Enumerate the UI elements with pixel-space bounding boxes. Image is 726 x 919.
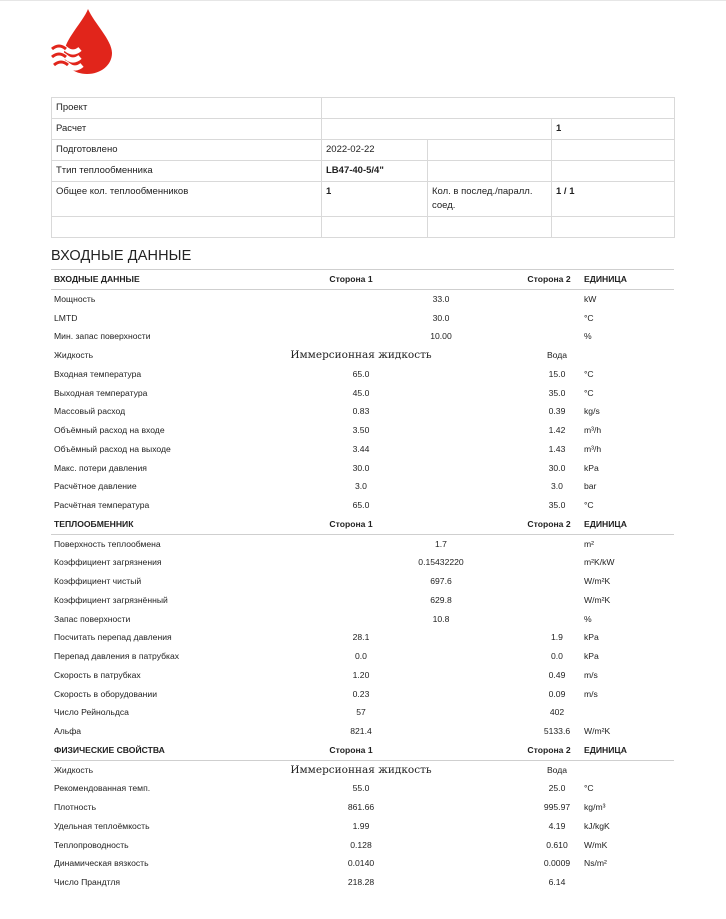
input-label: Макс. потери давления [54,462,147,473]
info-row-project [52,98,675,119]
phys-unit: Ns/m² [584,858,607,869]
input-row [51,477,674,496]
hx-unit: W/m²K [584,726,611,736]
series-label: Кол. в послед./паралл. соед. [428,182,552,217]
hx-side1: 821.4 [350,726,372,736]
min-margin-row [51,327,674,346]
input-side1: 65.0 [352,368,370,379]
project-value [322,98,675,119]
input-side1: 30.0 [352,462,370,473]
lmtd-value: 30.0 [432,312,450,323]
input-label: Входная температура [54,368,142,379]
input-row [51,384,674,403]
input-fluid-row [51,346,674,365]
hx-side2: 402 [549,707,565,718]
phys-side1: 0.128 [350,839,372,850]
power-unit: kW [584,293,597,304]
input-side1: 45.0 [352,387,370,398]
input-side1: 65.0 [352,500,370,510]
hx-side2: 1.9 [551,632,563,643]
input-side2: 30.0 [548,462,566,473]
phys-side2: 0.0009 [543,858,571,869]
phys-label: Рекомендованная темп. [54,783,151,794]
hx-label: Альфа [54,726,82,736]
input-unit: °C [584,387,594,398]
phys-row [51,817,674,836]
phys-side2: 6.14 [548,877,566,887]
hx-single-label: Поверхность теплообмена [54,538,161,549]
hx-label: Скорость в патрубках [54,669,141,680]
lmtd-label: LMTD [54,312,78,323]
input-side2: 3.0 [551,481,563,492]
hx-side1: 0.0 [355,651,367,661]
hx-single-unit: m² [584,538,595,549]
hx-single-value: 1.7 [435,538,447,549]
hx-row [51,628,674,647]
hx-single-unit: m²K/kW [584,557,615,568]
lmtd-row [51,309,674,328]
hx-unit: kPa [584,651,599,661]
power-row [51,290,674,309]
hx-row [51,703,674,722]
hx-single-value: 697.6 [430,576,452,586]
phys-side2: 4.19 [548,820,566,831]
type-empty-1 [428,161,552,182]
input-label: Массовый расход [54,406,126,417]
phys-label: Плотность [54,802,97,812]
series-value: 1 / 1 [552,182,675,217]
input-label: Расчётное давление [54,481,137,492]
phys-side1: 55.0 [352,783,370,794]
phys-side2: 25.0 [548,783,566,794]
phys-side2: 995.97 [543,802,571,812]
phys-rows [51,779,674,892]
hx-header-title: ТЕПЛООБМЕННИК [54,518,134,529]
count-value: 1 [322,182,428,217]
phys-header-title: ФИЗИЧЕСКИЕ СВОЙСТВА [54,744,165,755]
project-label: Проект [52,98,322,119]
input-side1: 3.44 [352,443,370,454]
input-label: Расчётная температура [54,500,150,510]
min-margin-label: Мин. запас поверхности [54,331,151,342]
hx-side1: 1.20 [352,669,370,680]
hx-single-label: Коэффициент загрязнённый [54,594,168,605]
phys-row [51,873,674,892]
input-side1: 0.83 [352,406,370,417]
input-label: Объёмный расход на входе [54,425,165,435]
input-row [51,459,674,478]
type-empty-2 [552,161,675,182]
input-fluid-label: Жидкость [54,350,94,360]
input-row [51,421,674,440]
input-fluid-side2: Вода [546,350,568,360]
input-fluid-side1: Иммерсионная жидкость [290,349,432,361]
hx-unit: m/s [584,688,598,699]
input-side2: 0.39 [548,406,566,417]
info-row-calc [52,119,675,140]
input-unit: bar [584,481,597,492]
section-title: ВХОДНЫЕ ДАННЫЕ [51,248,192,264]
hx-side2: 0.0 [551,651,563,661]
hx-header-unit: ЕДИНИЦА [584,518,627,529]
hx-single-label: Запас поверхности [54,613,131,624]
input-row [51,440,674,459]
phys-side1: 218.28 [347,877,375,887]
hx-single-value: 10.8 [432,613,450,624]
count-label: Общее кол. теплообменников [52,182,322,217]
hx-side1: 57 [356,707,366,718]
hx-single-row [51,535,674,554]
hx-side1: 28.1 [352,632,370,643]
input-side2: 35.0 [548,500,566,510]
calc-value: 1 [552,119,675,140]
hx-unit: m/s [584,669,598,680]
input-row [51,402,674,421]
input-header-title: ВХОДНЫЕ ДАННЫЕ [54,274,140,284]
calc-empty [322,119,552,140]
hx-single-row [51,553,674,572]
input-rows [51,365,674,515]
hx-header-side1: Сторона 1 [329,518,373,529]
input-side1: 3.0 [355,481,367,492]
hx-single-value: 629.8 [430,594,452,605]
prepared-empty-2 [552,140,675,161]
phys-header-side1: Сторона 1 [329,744,373,755]
input-header-unit: ЕДИНИЦА [584,274,627,284]
hx-row [51,685,674,704]
min-margin-unit: % [584,331,592,342]
input-unit: kPa [584,462,599,473]
hx-single-unit: W/m²K [584,594,611,605]
prepared-empty-1 [428,140,552,161]
prepared-label: Подготовлено [52,140,322,161]
phys-label: Теплопроводность [54,839,129,850]
prepared-value: 2022-02-22 [322,140,428,161]
input-side1: 3.50 [352,425,370,435]
lmtd-unit: °C [584,312,594,323]
info-row-prepared [52,140,675,161]
input-label: Объёмный расход на выходе [54,443,171,454]
phys-side2: 0.610 [546,839,568,850]
hx-row [51,666,674,685]
type-value: LB47-40-5/4" [322,161,428,182]
phys-row [51,798,674,817]
hx-single-unit: % [584,613,592,624]
hx-label: Число Рейнольдса [54,707,129,718]
hx-single-label: Коэффициент чистый [54,576,142,586]
phys-unit: W/mK [584,839,608,850]
phys-header [51,741,674,761]
input-label: Выходная температура [54,387,148,398]
power-label: Мощность [54,293,96,304]
hx-side2: 5133.6 [543,726,571,736]
phys-header-unit: ЕДИНИЦА [584,744,627,755]
hx-side2: 0.09 [548,688,566,699]
project-info-table [51,97,675,238]
info-row-count [52,182,675,217]
hx-header-side2: Сторона 2 [527,518,571,529]
phys-label: Число Прандтля [54,877,121,887]
hx-header [51,515,674,535]
type-label: Ттип теплообменника [52,161,322,182]
hx-row [51,722,674,741]
input-side2: 1.42 [548,425,566,435]
info-row-empty [52,217,675,238]
info-row-type [52,161,675,182]
phys-fluid-side1: Иммерсионная жидкость [290,763,432,776]
hx-unit: kPa [584,632,599,643]
input-side2: 1.43 [548,443,566,454]
hx-single-row [51,610,674,629]
hx-rows [51,628,674,741]
input-side2: 35.0 [548,387,566,398]
phys-fluid-side2: Вода [546,764,568,775]
hx-single-row [51,591,674,610]
phys-label: Динамическая вязкость [54,858,149,869]
hx-single-rows [51,535,674,629]
hx-side2: 0.49 [548,669,566,680]
input-unit: °C [584,368,594,379]
input-header [51,269,674,290]
phys-fluid-row [51,761,674,780]
phys-side1: 861.66 [347,802,375,812]
min-margin-value: 10.00 [430,331,452,342]
phys-side1: 0.0140 [347,858,375,869]
input-side2: 15.0 [548,368,566,379]
phys-unit: kJ/kgK [584,820,610,831]
phys-side1: 1.99 [352,820,370,831]
phys-unit: kg/m³ [584,802,606,812]
input-row [51,496,674,515]
data-rows [51,269,674,892]
phys-fluid-label: Жидкость [54,764,94,775]
hx-single-value: 0.15432220 [418,557,464,568]
calc-label: Расчет [52,119,322,140]
hx-side1: 0.23 [352,688,370,699]
hx-single-row [51,572,674,591]
input-row [51,365,674,384]
hx-single-unit: W/m²K [584,576,611,586]
power-value: 33.0 [432,293,450,304]
hx-single-label: Коэффициент загрязнения [54,557,162,568]
input-unit: °C [584,500,594,510]
phys-row [51,854,674,873]
hx-label: Скорость в оборудовании [54,688,158,699]
hx-row [51,647,674,666]
input-unit: kg/s [584,406,600,417]
phys-label: Удельная теплоёмкость [54,820,150,831]
phys-header-side2: Сторона 2 [527,744,571,755]
top-divider [0,0,726,1]
phys-unit: °C [584,783,594,794]
input-unit: m³/h [584,443,602,454]
input-header-side1: Сторона 1 [329,274,373,284]
phys-row [51,779,674,798]
hx-label: Посчитать перепад давления [54,632,172,643]
input-unit: m³/h [584,425,602,435]
hx-label: Перепад давления в патрубках [54,651,180,661]
input-header-side2: Сторона 2 [527,274,571,284]
water-drop-logo-icon [50,6,120,76]
phys-row [51,836,674,855]
